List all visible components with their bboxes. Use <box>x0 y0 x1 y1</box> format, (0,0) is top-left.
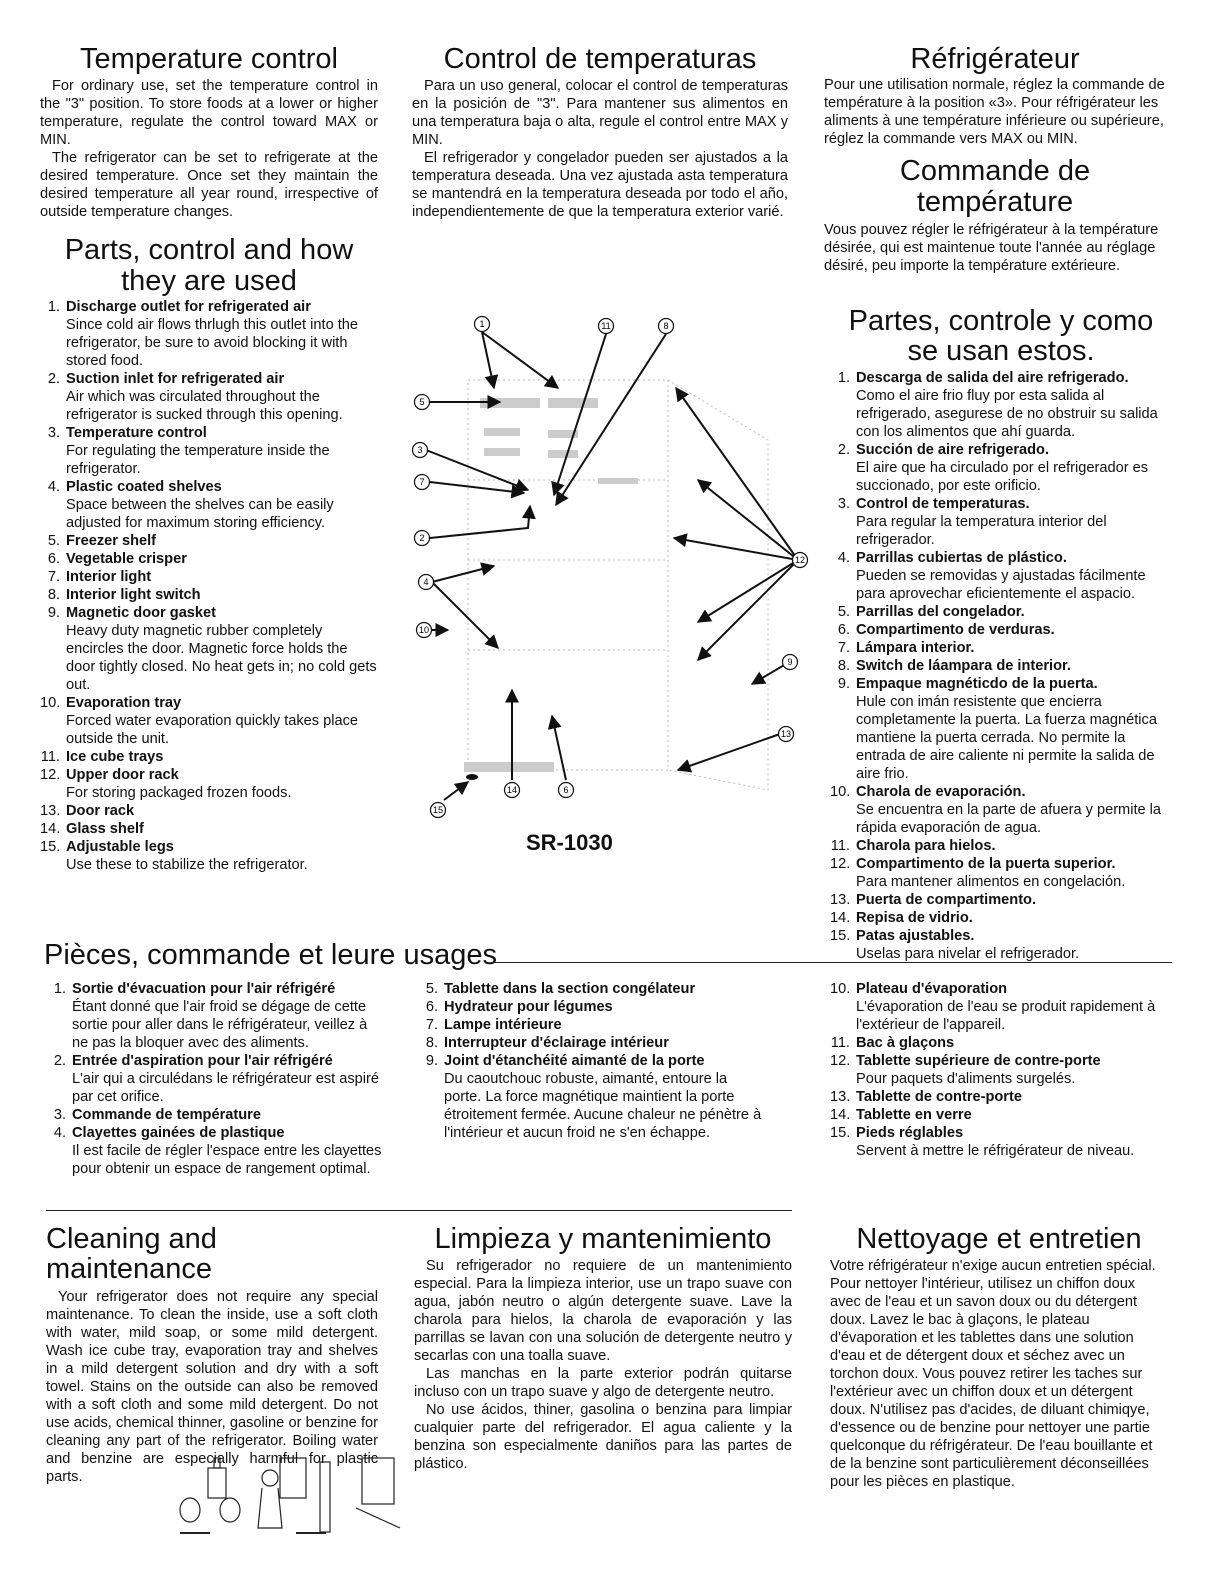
item-description: Forced water evaporation quickly takes place outside the unit. <box>66 713 359 748</box>
item-description: Pueden se removidas y ajustadas fácilmente para aprovechar eficientemente el aspacio. <box>856 567 1146 602</box>
item-number: 2. <box>53 1053 66 1069</box>
item-name: Interior light switch <box>66 587 201 604</box>
parts-list-item <box>830 909 1172 927</box>
callout-15 <box>431 803 446 818</box>
callout-1 <box>475 317 490 332</box>
callout-7 <box>415 475 430 490</box>
spanish-parts-list <box>830 369 1172 963</box>
parts-list-item <box>46 980 386 1052</box>
item-description: Heavy duty magnetic rubber completely encircles the door. Magnetic force holds the door tightly closed. No heat gets in; no cold gets out. <box>66 623 377 694</box>
item-number: 10. <box>830 981 851 997</box>
parts-list-item <box>418 1016 768 1034</box>
item-description: Since cold air flows thrlugh this outlet into the refrigerator, be sure to avoid blocking it with stored food. <box>66 317 359 370</box>
parts-list-item <box>418 1034 768 1052</box>
item-number: 8. <box>425 1035 438 1051</box>
pieces-heading: Pièces, commande et leure usages <box>44 939 497 971</box>
item-name: Switch de láampara de interior. <box>856 657 1071 674</box>
arrow-callout-12-a <box>676 388 798 560</box>
refrigerateur-paragraph: Pour une utilisation normale, réglez la commande de température à la position «3». Pour réfrigérateur les aliments à une température inférieure ou supérieure, réglez la commande vers MAX ou MIN. <box>824 77 1165 148</box>
item-name: Glass shelf <box>66 821 144 838</box>
item-description: Servent à mettre le réfrigérateur de niveau. <box>856 1143 1135 1159</box>
pieces-heading-rule <box>492 962 1172 963</box>
item-number: 5. <box>47 533 60 550</box>
parts-list-item <box>830 980 1160 1034</box>
temperature-control-paragraph-2: The refrigerator can be set to refrigerate at the desired temperature. Once set they maintain the desired temperature all year round, irrespective of outside temperature changes. <box>40 150 378 221</box>
french-parts-list-col-2 <box>418 980 768 1142</box>
item-number: 1. <box>837 369 850 386</box>
item-number: 12. <box>830 1053 851 1069</box>
item-description: Para mantener alimentos en congelación. <box>856 873 1126 890</box>
arrow-callout-13 <box>678 734 780 770</box>
item-number: 14. <box>830 909 851 926</box>
item-name: Freezer shelf <box>66 533 157 550</box>
parts-list-item <box>40 298 378 370</box>
parts-list-item <box>40 694 378 748</box>
parts-list-item <box>40 604 378 694</box>
arrow-callout-12-e <box>698 560 798 660</box>
shelf-shading <box>464 398 638 772</box>
partes-heading-line-1: Partes, controle y como <box>848 305 1154 337</box>
item-description: Du caoutchouc robuste, aimanté, entoure la porte. La force magnétique maintient la porte étroitement fermée. Aucune chaleur ne pénètre à l'intérieur et aucun froid ne s'en échappe. <box>444 1071 762 1141</box>
callout-2 <box>415 531 430 546</box>
item-name: Lampe intérieure <box>444 1017 562 1033</box>
parts-list-item <box>40 820 378 838</box>
callout-number: 12 <box>794 555 806 565</box>
callout-3 <box>413 443 428 458</box>
item-number: 8. <box>837 657 850 674</box>
limpieza-paragraph-3: No use ácidos, thiner, gasolina o benzina para limpiar cualquier parte del refrigerador. El agua caliente y la benzina son especialmente daniños para las partes de plástico. <box>414 1402 792 1473</box>
item-number: 1. <box>53 981 66 997</box>
item-number: 11. <box>40 749 60 766</box>
parts-list-item <box>830 1106 1160 1124</box>
callout-10 <box>417 623 432 638</box>
commande-temperature-paragraph: Vous pouvez régler le réfrigérateur à la température désirée, qui est maintenue toute l'année au réglage désiré, peu importe la température extérieure. <box>824 222 1159 275</box>
item-number: 3. <box>53 1107 66 1123</box>
item-name: Puerta de compartimento. <box>856 891 1037 908</box>
item-name: Tablette supérieure de contre-porte <box>856 1053 1101 1069</box>
item-name: Charola de evaporación. <box>856 783 1026 800</box>
item-number: 3. <box>47 425 60 442</box>
french-parts-list-col-3 <box>830 980 1160 1160</box>
item-description: L'air qui a circulédans le réfrigérateur est aspiré par cet orifice. <box>72 1071 379 1105</box>
parts-list-item <box>830 639 1172 657</box>
item-name: Tablette de contre-porte <box>856 1089 1022 1105</box>
callout-number: 10 <box>418 625 430 635</box>
item-name: Temperature control <box>66 425 207 442</box>
callout-number: 2 <box>419 533 425 543</box>
item-number: 12. <box>40 767 61 784</box>
parts-list-item <box>40 838 378 874</box>
callout-9 <box>783 655 798 670</box>
callout-4 <box>419 575 434 590</box>
item-number: 6. <box>425 999 438 1015</box>
partes-heading-line-2: se usan estos. <box>907 335 1095 368</box>
item-number: 4. <box>837 549 850 566</box>
item-number: 9. <box>47 605 60 622</box>
item-name: Bac à glaçons <box>856 1035 955 1051</box>
item-name: Joint d'étanchéité aimanté de la porte <box>444 1053 705 1069</box>
item-number: 2. <box>837 441 850 458</box>
arrow-callout-2 <box>430 506 530 538</box>
callout-number: 13 <box>780 729 792 739</box>
item-number: 12. <box>830 855 851 872</box>
callout-14 <box>505 783 520 798</box>
parts-heading-line-2: they are used <box>121 264 297 297</box>
cleaning-paragraph: Your refrigerator does not require any special maintenance. To clean the inside, use a soft cloth with water, mild soap, or some mild detergent. Wash ice cube tray, evaporation tray and shelves in a mild detergent solution and dry with a soft towel. Stains on the outside can also be removed with a soft cloth and some mild detergent. Do not use acids, chemical thinner, gasoline or benzine for cleaning any part of the refrigerator. Boiling water and benzine are especially harmful for plastic parts. <box>46 1288 378 1485</box>
french-parts-list-col-1 <box>46 980 386 1178</box>
parts-list-item <box>46 1052 386 1106</box>
callout-number: 5 <box>419 397 425 407</box>
parts-list-item <box>40 478 378 532</box>
item-name: Sortie d'évacuation pour l'air réfrigéré <box>72 981 336 997</box>
arrow-callout-4-a <box>432 566 494 582</box>
english-cleaning-column <box>46 1224 378 1486</box>
item-number: 10. <box>40 695 61 712</box>
callout-number: 7 <box>419 477 425 487</box>
item-number: 4. <box>53 1125 66 1141</box>
parts-list-item <box>46 1124 386 1178</box>
control-temperaturas-paragraph-2: El refrigerador y congelador pueden ser ajustados a la temperatura deseada. Una vez ajustada asta temperatura se mantendrá en la temperatura deseada por todo el año, independientemente de que la temperatura exterior varié. <box>412 150 788 221</box>
callout-8 <box>659 319 674 334</box>
callout-number: 11 <box>601 321 611 331</box>
item-name: Charola para hielos. <box>856 837 996 854</box>
item-number: 13. <box>40 803 61 820</box>
nettoyage-paragraph: Votre réfrigérateur n'exige aucun entretien spécial. Pour nettoyer l'intérieur, utilisez un chiffon doux avec de l'eau et un savon doux ou du détergent doux. Lavez le bac à glaçons, le plateau d'évaporation et les tablettes dans une solution d'eau et de détergent doux et séchez avec un torchon doux. Vous pouvez retirer les taches sur l'extérieur avec un chiffon doux et un détergent doux. N'utilisez pas d'acides, de diluant chimiqye, d'essence ou de benzine pour nettoyer une partie quelconque du réfrigérateur. De l'eau bouillante et de la benzine sont particulièrement déconseillées pour les pièces en plastique. <box>830 1258 1156 1491</box>
item-description: El aire que ha circulado por el refrigerador es succionado, por este orificio. <box>856 459 1149 494</box>
arrow-callout-12-c <box>674 538 798 560</box>
item-name: Discharge outlet for refrigerated air <box>66 299 311 316</box>
item-number: 11. <box>830 1035 850 1051</box>
item-name: Parrillas cubiertas de plástico. <box>856 549 1067 566</box>
callout-5 <box>415 395 430 410</box>
callout-number: 3 <box>417 445 423 455</box>
spanish-cleaning-column <box>414 1224 792 1473</box>
item-number: 10. <box>830 783 851 800</box>
parts-list-item <box>830 495 1172 549</box>
parts-list-item <box>830 675 1172 783</box>
item-number: 3. <box>837 495 850 512</box>
parts-list-item <box>830 927 1172 963</box>
parts-list-item <box>40 586 378 604</box>
item-number: 2. <box>47 371 60 388</box>
item-name: Patas ajustables. <box>856 927 975 944</box>
cleaning-section-rule <box>46 1210 792 1211</box>
parts-list-item <box>46 1106 386 1124</box>
english-parts-list <box>40 298 378 874</box>
item-name: Vegetable crisper <box>66 551 187 568</box>
parts-list-item <box>830 621 1172 639</box>
adjustable-leg-foot <box>466 774 478 780</box>
item-description: Se encuentra en la parte de afuera y permite la rápida evaporación de agua. <box>856 801 1162 836</box>
parts-list-item <box>40 766 378 802</box>
item-description: L'évaporation de l'eau se produit rapidement à l'extérieur de l'appareil. <box>856 999 1156 1033</box>
item-name: Clayettes gainées de plastique <box>72 1125 285 1141</box>
callout-number: 4 <box>423 577 429 587</box>
arrow-callout-12-d <box>698 560 798 622</box>
item-name: Plateau d'évaporation <box>856 981 1008 997</box>
parts-list-item <box>418 1052 768 1142</box>
arrow-callout-4-b <box>432 582 498 648</box>
refrigerator-diagram <box>408 310 828 850</box>
parts-list-item <box>40 370 378 424</box>
arrow-callout-6 <box>552 716 566 780</box>
item-name: Ice cube trays <box>66 749 164 766</box>
callout-number: 6 <box>563 785 569 795</box>
item-number: 7. <box>837 639 850 656</box>
item-name: Adjustable legs <box>66 839 174 856</box>
item-name: Interior light <box>66 569 152 586</box>
item-name: Compartimento de verduras. <box>856 621 1055 638</box>
parts-list-item <box>830 1088 1160 1106</box>
parts-list-item <box>830 837 1172 855</box>
parts-list-item <box>830 855 1172 891</box>
item-name: Lámpara interior. <box>856 639 975 656</box>
parts-list-item <box>40 532 378 550</box>
item-number: 15. <box>40 839 61 856</box>
item-name: Magnetic door gasket <box>66 605 217 622</box>
callout-number: 1 <box>479 319 485 329</box>
cleaning-illustration <box>170 1448 410 1548</box>
callout-number: 14 <box>506 785 518 795</box>
callout-13 <box>779 727 794 742</box>
parts-list-item <box>830 441 1172 495</box>
callout-number: 9 <box>787 657 793 667</box>
item-number: 14. <box>40 821 61 838</box>
callout-number: 15 <box>432 805 444 815</box>
item-name: Parrillas del congelador. <box>856 603 1025 620</box>
parts-list-item <box>40 802 378 820</box>
item-name: Descarga de salida del aire refrigerado. <box>856 369 1129 386</box>
parts-list-item <box>830 603 1172 621</box>
parts-list-item <box>40 748 378 766</box>
item-number: 7. <box>425 1017 438 1033</box>
item-name: Pieds réglables <box>856 1125 964 1141</box>
item-description: Como el aire frio fluy por esta salida al refrigerado, asegurese de no obstruir su salida con los alimentos que ahí guarda. <box>856 387 1158 440</box>
english-column <box>40 44 378 874</box>
item-description: Il est facile de régler l'espace entre les clayettes pour obtenir un espace de rangement optimal. <box>72 1143 382 1177</box>
arrow-callout-11 <box>554 334 606 495</box>
temperature-control-heading: Temperature control <box>80 43 338 75</box>
parts-list-item <box>830 549 1172 603</box>
parts-list-item <box>830 783 1172 837</box>
limpieza-paragraph-2: Las manchas en la parte exterior podrán quitarse incluso con un trapo suave y algo de detergente neutro. <box>414 1366 792 1401</box>
limpieza-heading: Limpieza y mantenimiento <box>434 1223 772 1255</box>
callout-6 <box>559 783 574 798</box>
control-temperaturas-paragraph-1: Para un uso general, colocar el control de temperaturas en la posición de "3". Para mantener sus alimentos en una temperatura baja o alta, regule el control entre MAX y MIN. <box>412 78 788 149</box>
french-cleaning-column <box>830 1224 1168 1491</box>
commande-temperature-heading: Commande de température <box>899 155 1091 218</box>
parts-list-item <box>418 998 768 1016</box>
parts-list-item <box>40 550 378 568</box>
item-name: Repisa de vidrio. <box>856 909 973 926</box>
spanish-column-top <box>412 44 788 221</box>
item-number: 14. <box>830 1107 851 1123</box>
parts-list-item <box>40 424 378 478</box>
item-name: Evaporation tray <box>66 695 182 712</box>
item-number: 6. <box>837 621 850 638</box>
item-description: For storing packaged frozen foods. <box>66 785 292 802</box>
item-number: 15. <box>830 927 851 944</box>
item-number: 6. <box>47 551 60 568</box>
item-number: 4. <box>47 479 60 496</box>
item-description: Para regular la temperatura interior del refrigerador. <box>856 513 1107 548</box>
temperature-control-paragraph-1: For ordinary use, set the temperature control in the "3" position. To store foods at a lower or higher temperature, regulate the control toward MAX or MIN. <box>40 78 378 149</box>
item-description: Space between the shelves can be easily adjusted for maximum storing efficiency. <box>66 497 334 532</box>
item-number: 15. <box>830 1125 851 1141</box>
spanish-parts-column <box>830 306 1172 963</box>
callout-11 <box>599 319 614 334</box>
parts-list-item <box>830 891 1172 909</box>
model-number: SR-1030 <box>526 830 613 855</box>
item-number: 13. <box>830 891 851 908</box>
item-name: Upper door rack <box>66 767 179 784</box>
item-name: Entrée d'aspiration pour l'air réfrigéré <box>72 1053 333 1069</box>
callout-12 <box>793 553 808 568</box>
item-name: Empaque magnéticdo de la puerta. <box>856 675 1098 692</box>
item-name: Hydrateur pour légumes <box>444 999 613 1015</box>
item-name: Succión de aire refrigerado. <box>856 441 1050 458</box>
parts-list-item <box>418 980 768 998</box>
arrow-callout-12-b <box>698 480 798 560</box>
item-number: 9. <box>837 675 850 692</box>
item-number: 7. <box>47 569 60 586</box>
parts-list-item <box>830 1124 1160 1160</box>
parts-list-item <box>830 657 1172 675</box>
item-name: Door rack <box>66 803 135 820</box>
item-description: Air which was circulated throughout the refrigerator is sucked through this opening. <box>66 389 343 424</box>
item-number: 5. <box>837 603 850 620</box>
parts-heading-line-1: Parts, control and how <box>64 234 354 267</box>
callout-number: 8 <box>663 321 669 331</box>
parts-list-item <box>40 568 378 586</box>
item-description: Pour paquets d'aliments surgelés. <box>856 1071 1076 1087</box>
item-number: 5. <box>425 981 438 997</box>
item-description: Uselas para nivelar el refrigerador. <box>856 945 1080 962</box>
item-number: 9. <box>425 1053 438 1069</box>
item-name: Compartimento de la puerta superior. <box>856 855 1116 872</box>
item-name: Interrupteur d'éclairage intérieur <box>444 1035 669 1051</box>
item-number: 13. <box>830 1089 851 1105</box>
item-name: Commande de température <box>72 1107 261 1123</box>
item-description: Use these to stabilize the refrigerator. <box>66 857 308 874</box>
item-name: Tablette dans la section congélateur <box>444 981 696 997</box>
limpieza-paragraph-1: Su refrigerador no requiere de un mantenimiento especial. Para la limpieza interior, use un trapo suave con agua, jabón neutro o algún detergente suave. Lave la charola para hielos, la charola de evaporación y las parrillas se lavan con una solución de detergente neutro y secarlas con una toalla suave. <box>414 1258 792 1365</box>
item-number: 1. <box>47 299 60 316</box>
refrigerateur-heading: Réfrigérateur <box>910 43 1080 75</box>
item-name: Plastic coated shelves <box>66 479 222 496</box>
parts-list-item <box>830 1034 1160 1052</box>
cleaning-heading: Cleaning and maintenance <box>46 1223 217 1286</box>
item-name: Tablette en verre <box>856 1107 972 1123</box>
item-name: Suction inlet for refrigerated air <box>66 371 285 388</box>
item-number: 8. <box>47 587 60 604</box>
item-description: Hule con imán resistente que encierra completamente la puerta. La fuerza magnética mantiene la puerta cerrada. No permite la entrada de aire caliente ni permite la salida de aire frio. <box>856 693 1157 782</box>
item-name: Control de temperaturas. <box>856 495 1030 512</box>
control-temperaturas-heading: Control de temperaturas <box>443 43 757 75</box>
item-description: Étant donné que l'air froid se dégage de cette sortie pour aller dans le réfrigérateur, veillez à ne pas la bloquer avec des aliments. <box>72 999 368 1051</box>
item-description: For regulating the temperature inside the refrigerator. <box>66 443 330 478</box>
arrow-callout-9 <box>752 664 786 684</box>
item-number: 11. <box>830 837 850 854</box>
parts-list-item <box>830 1052 1160 1088</box>
parts-list-item <box>830 369 1172 441</box>
arrow-callout-15 <box>444 782 468 800</box>
nettoyage-heading: Nettoyage et entretien <box>856 1223 1142 1255</box>
french-column-top <box>824 44 1166 275</box>
